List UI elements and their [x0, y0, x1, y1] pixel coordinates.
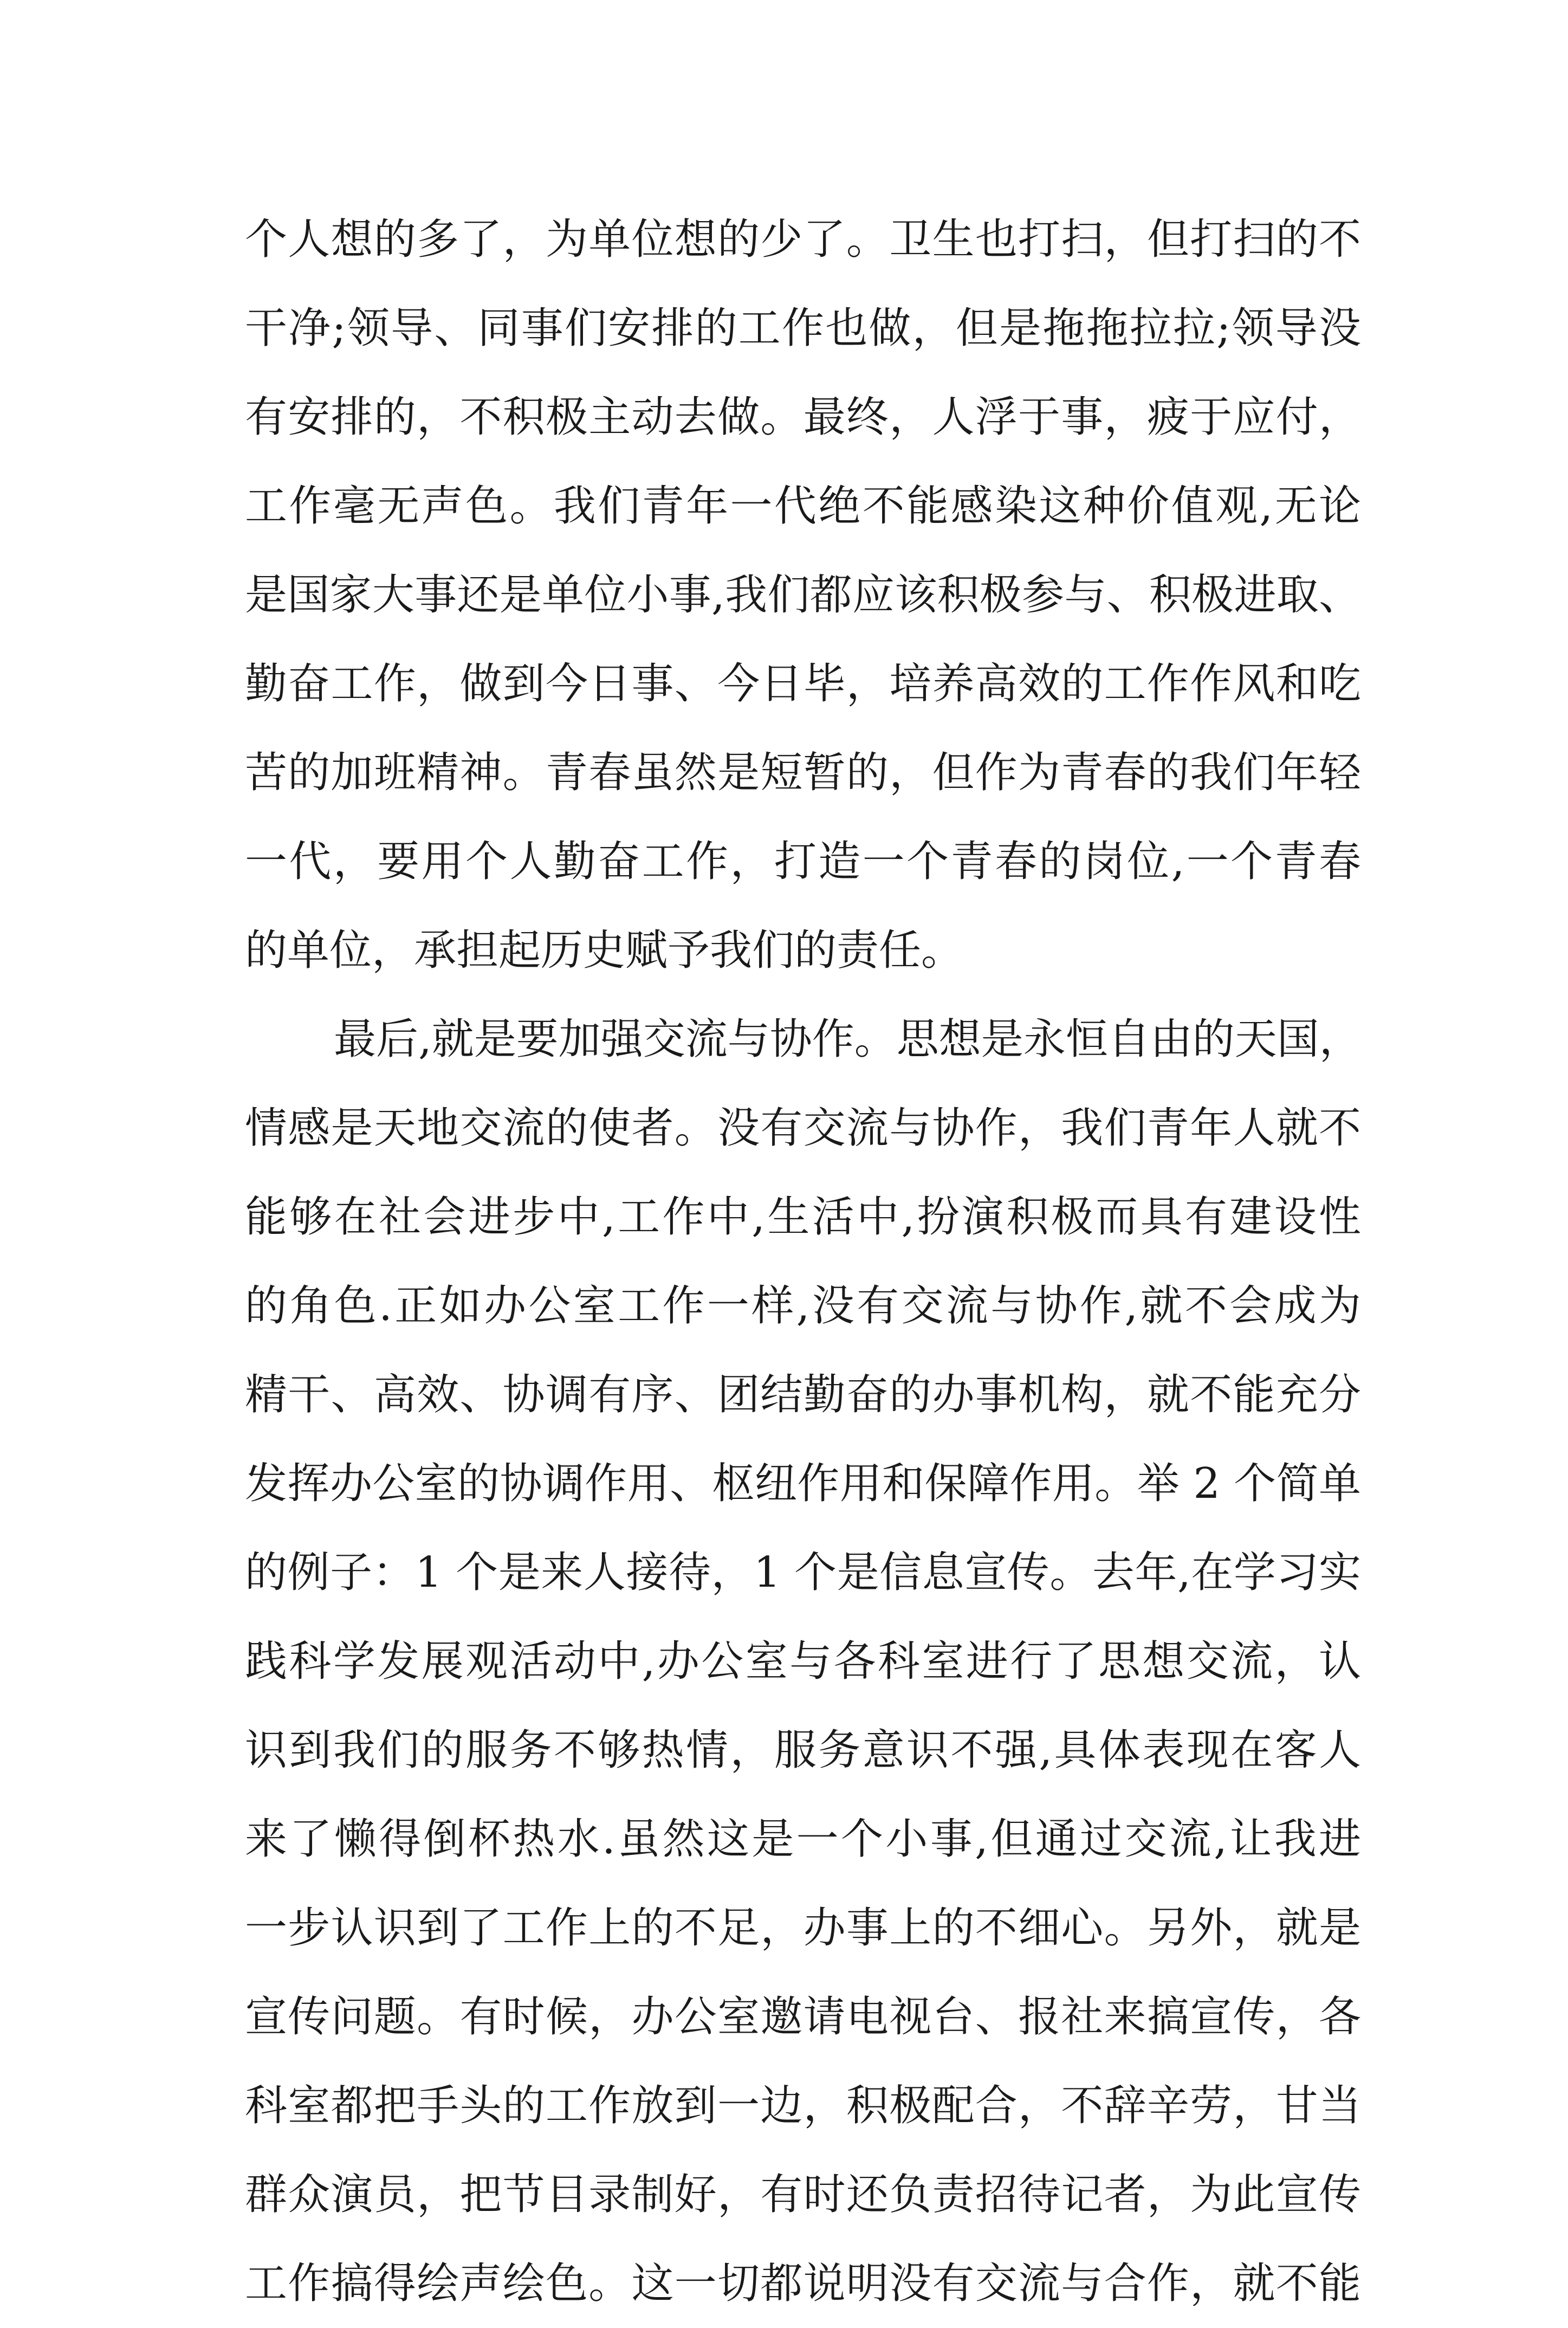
text-line: 科室都把手头的工作放到一边，积极配合，不辞辛劳，甘当 [245, 2081, 1361, 2130]
text-line: 是国家大事还是单位小事,我们都应该积极参与、积极进取、 [245, 571, 1361, 619]
text-line: 的单位，承担起历史赋予我们的责任。 [245, 926, 964, 975]
text-line: 工作毫无声色。我们青年一代绝不能感染这种价值观,无论 [245, 482, 1361, 531]
text-line: 践科学发展观活动中,办公室与各科室进行了思想交流，认 [245, 1637, 1361, 1686]
text-line: 情感是天地交流的使者。没有交流与协作，我们青年人就不 [245, 1104, 1361, 1153]
paragraph [245, 995, 1361, 2328]
text-line: 最后,就是要加强交流与协作。思想是永恒自由的天国， [334, 1015, 1362, 1064]
text-line: 精干、高效、协调有序、团结勤奋的办事机构，就不能充分 [245, 1370, 1361, 1419]
text-line: 识到我们的服务不够热情，服务意识不强,具体表现在客人 [245, 1726, 1361, 1775]
text-line: 群众演员，把节目录制好，有时还负责招待记者，为此宣传 [245, 2170, 1361, 2219]
text-line: 工作搞得绘声绘色。这一切都说明没有交流与合作，就不能 [245, 2259, 1361, 2308]
text-line: 的角色.正如办公室工作一样,没有交流与协作,就不会成为 [245, 1282, 1361, 1330]
text-line: 个人想的多了，为单位想的少了。卫生也打扫，但打扫的不 [245, 215, 1361, 264]
text-line: 的例子：1 个是来人接待，1 个是信息宣传。去年,在学习实 [245, 1548, 1361, 1597]
text-line: 宣传问题。有时候，办公室邀请电视台、报社来搞宣传，各 [245, 1993, 1361, 2041]
text-line: 能够在社会进步中,工作中,生活中,扮演积极而具有建设性 [245, 1193, 1361, 1241]
text-line: 勤奋工作，做到今日事、今日毕，培养高效的工作作风和吃 [245, 659, 1361, 708]
text-line: 一步认识到了工作上的不足，办事上的不细心。另外，就是 [245, 1904, 1361, 1952]
text-line: 发挥办公室的协调作用、枢纽作用和保障作用。举 2 个简单 [245, 1459, 1361, 1508]
paragraph [245, 195, 1361, 995]
text-line: 干净;领导、同事们安排的工作也做，但是拖拖拉拉;领导没 [245, 304, 1361, 353]
text-line: 有安排的，不积极主动去做。最终，人浮于事，疲于应付， [245, 393, 1361, 442]
document-body [245, 195, 1361, 2328]
text-line: 一代，要用个人勤奋工作，打造一个青春的岗位,一个青春 [245, 837, 1361, 886]
text-line: 苦的加班精神。青春虽然是短暂的，但作为青春的我们年轻 [245, 748, 1361, 797]
text-line: 来了懒得倒杯热水.虽然这是一个小事,但通过交流,让我进 [245, 1815, 1361, 1864]
